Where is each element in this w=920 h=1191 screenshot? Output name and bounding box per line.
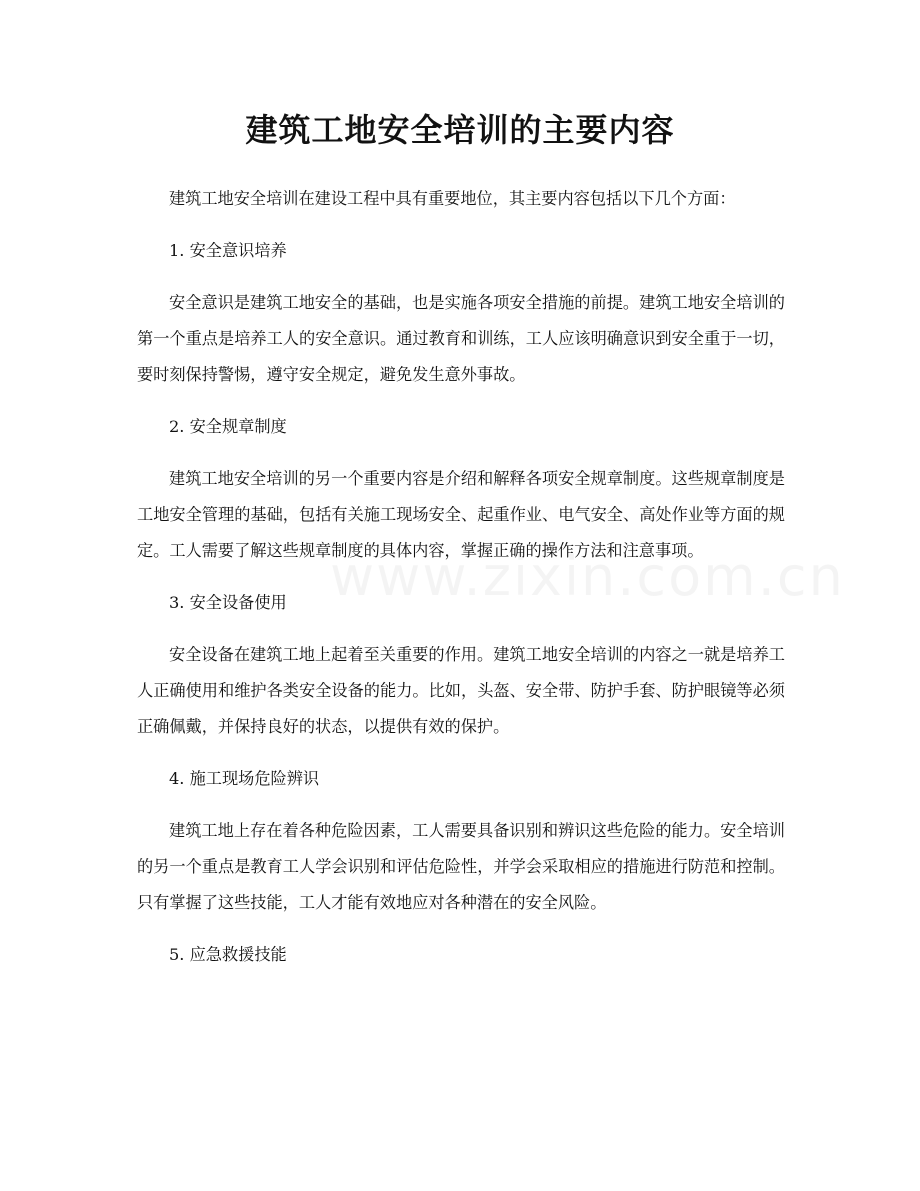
section-paragraph: 安全设备在建筑工地上起着至关重要的作用。建筑工地安全培训的内容之一就是培养工人正确使用和维护各类安全设备的能力。比如，头盔、安全带、防护手套、防护眼镜等必须正确佩戴，并保持良好的状态，以提供有效的保护。 — [137, 645, 785, 736]
section-paragraph: 建筑工地上存在着各种危险因素，工人需要具备识别和辨识这些危险的能力。安全培训的另一个重点是教育工人学会识别和评估危险性，并学会采取相应的措施进行防范和控制。只有掌握了这些技能，工人才能有效地应对各种潜在的安全风险。 — [137, 821, 785, 912]
section-heading: 5. 应急救援技能 — [169, 945, 287, 964]
document-title: 建筑工地安全培训的主要内容 — [245, 111, 675, 149]
section-paragraph: 建筑工地安全培训的另一个重要内容是介绍和解释各项安全规章制度。这些规章制度是工地安全管理的基础，包括有关施工现场安全、起重作业、电气安全、高处作业等方面的规定。工人需要了解这些规章制度的具体内容，掌握正确的操作方法和注意事项。 — [137, 469, 785, 560]
section-paragraph: 安全意识是建筑工地安全的基础，也是实施各项安全措施的前提。建筑工地安全培训的第一个重点是培养工人的安全意识。通过教育和训练，工人应该明确意识到安全重于一切，要时刻保持警惕，遵守安全规定，避免发生意外事故。 — [137, 293, 785, 384]
section-heading: 3. 安全设备使用 — [169, 593, 287, 612]
section-heading: 2. 安全规章制度 — [169, 417, 287, 436]
section-heading: 1. 安全意识培养 — [169, 241, 287, 260]
intro-paragraph: 建筑工地安全培训在建设工程中具有重要地位，其主要内容包括以下几个方面： — [169, 189, 736, 208]
section-heading: 4. 施工现场危险辨识 — [169, 769, 320, 788]
document-body — [137, 181, 785, 989]
